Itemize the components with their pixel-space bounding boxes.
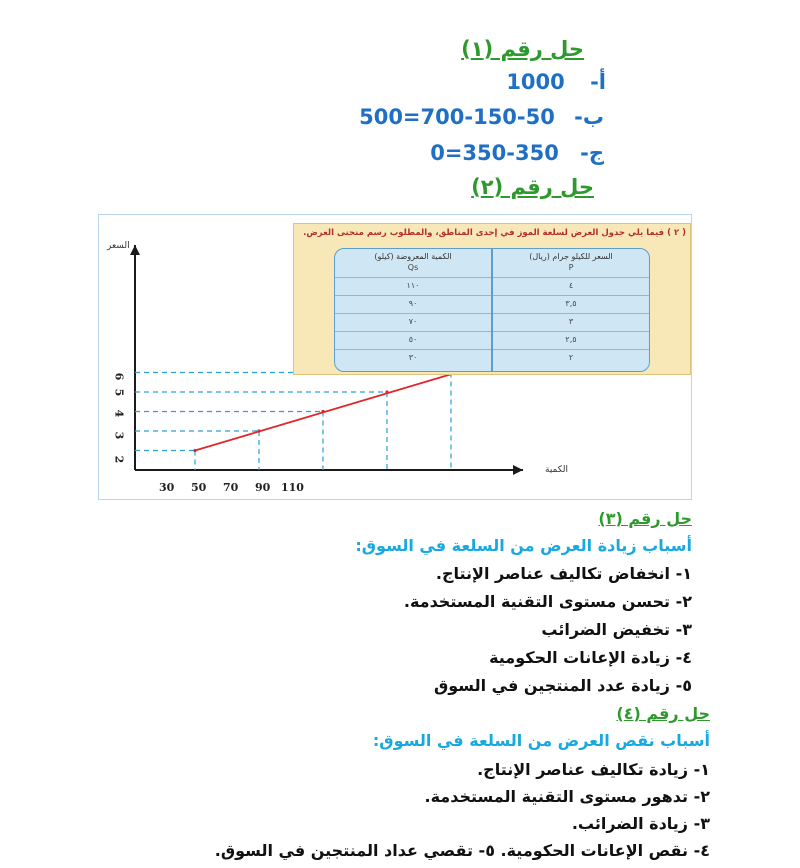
- solution-4-item: ٤- نقص الإعانات الحكومية. ٥- تقصي عداد المنتجين في السوق.: [214, 841, 710, 860]
- supply-point: [257, 429, 260, 432]
- supply-line: [195, 367, 477, 451]
- y-tick-2: 2: [112, 455, 126, 464]
- x-axis-label: الكمية: [545, 465, 568, 475]
- quantity-column-header: الكمية المعروضة (كيلو): [374, 252, 452, 261]
- solution-4-item: ٢- تدهور مستوى التقنية المستخدمة.: [424, 787, 710, 806]
- table-column-divider: [491, 249, 493, 371]
- price-symbol: P: [568, 263, 574, 272]
- price-cell: ٣: [493, 313, 649, 330]
- quantity-symbol: Qs: [407, 263, 419, 272]
- x-tick-50: 50: [191, 481, 207, 494]
- quantity-cell: ٥٠: [335, 331, 491, 348]
- answer-b-letter: ب-: [574, 105, 604, 129]
- answer-a-letter: أ-: [590, 70, 606, 94]
- solution-3-item: ٣- تخفيض الضرائب: [541, 620, 692, 639]
- price-column: [493, 249, 649, 371]
- supply-point: [385, 390, 388, 393]
- answer-b: [359, 105, 604, 129]
- solution-1-title: حل رقم (١): [461, 37, 584, 61]
- supply-table-insert: [293, 223, 691, 375]
- x-tick-30: 30: [159, 481, 175, 494]
- solution-4-heading: أسباب نقص العرض من السلعة في السوق:: [372, 731, 710, 750]
- solution-3-heading: أسباب زيادة العرض من السلعة في السوق:: [355, 536, 692, 555]
- answer-b-value: 500=700-150-50: [359, 105, 555, 129]
- price-cell: ٣,٥: [493, 295, 649, 312]
- solution-3-title: حل رقم (٣): [598, 509, 692, 528]
- quantity-column: [335, 249, 491, 371]
- x-tick-110: 110: [281, 481, 304, 494]
- question-caption: ( ٢ ) فيما يلي جدول العرض لسلعة الموز في إحدى المناطق، والمطلوب رسم منحنى العرض.: [303, 228, 686, 238]
- x-axis-arrow: [513, 465, 523, 475]
- answer-c: [430, 141, 604, 165]
- price-cell: ٤: [493, 277, 649, 294]
- quantity-cell: ٣٠: [335, 349, 491, 366]
- supply-point: [321, 410, 324, 413]
- solution-3-item: ٢- تحسن مستوى التقنية المستخدمة.: [403, 592, 692, 611]
- quantity-cell: ٧٠: [335, 313, 491, 330]
- answer-c-value: 0=350-350: [430, 141, 559, 165]
- y-tick-3: 3: [112, 431, 126, 440]
- price-cell: ٢,٥: [493, 331, 649, 348]
- y-axis-label: السعر: [107, 241, 130, 251]
- supply-point: [193, 449, 196, 452]
- x-tick-90: 90: [255, 481, 271, 494]
- y-tick-4: 4: [112, 409, 126, 418]
- answer-c-letter: ج-: [580, 141, 604, 165]
- price-column-header: السعر للكيلو جرام (ريال): [529, 252, 613, 261]
- solution-4-item: ٣- زيادة الضرائب.: [571, 814, 710, 833]
- supply-table: [334, 248, 650, 372]
- price-cell: ٢: [493, 349, 649, 366]
- answer-a: [506, 70, 606, 94]
- solution-3-item: ١- انخفاض تكاليف عناصر الإنتاج.: [435, 564, 692, 583]
- x-tick-70: 70: [223, 481, 239, 494]
- supply-curve-figure: [98, 214, 692, 500]
- solution-4-item: ١- زيادة تكاليف عناصر الإنتاج.: [477, 760, 710, 779]
- answer-a-value: 1000: [506, 70, 565, 94]
- y-tick-5: 5: [112, 388, 126, 397]
- quantity-cell: ١١٠: [335, 277, 491, 294]
- y-tick-6: 6: [112, 372, 126, 381]
- quantity-cell: ٩٠: [335, 295, 491, 312]
- solution-3-item: ٤- زيادة الإعانات الحكومية: [489, 648, 692, 667]
- solution-2-title: حل رقم (٢): [471, 175, 594, 199]
- y-axis-arrow: [130, 245, 140, 255]
- solution-4-title: حل رقم (٤): [616, 704, 710, 723]
- solution-3-item: ٥- زيادة عدد المنتجين في السوق: [433, 676, 692, 695]
